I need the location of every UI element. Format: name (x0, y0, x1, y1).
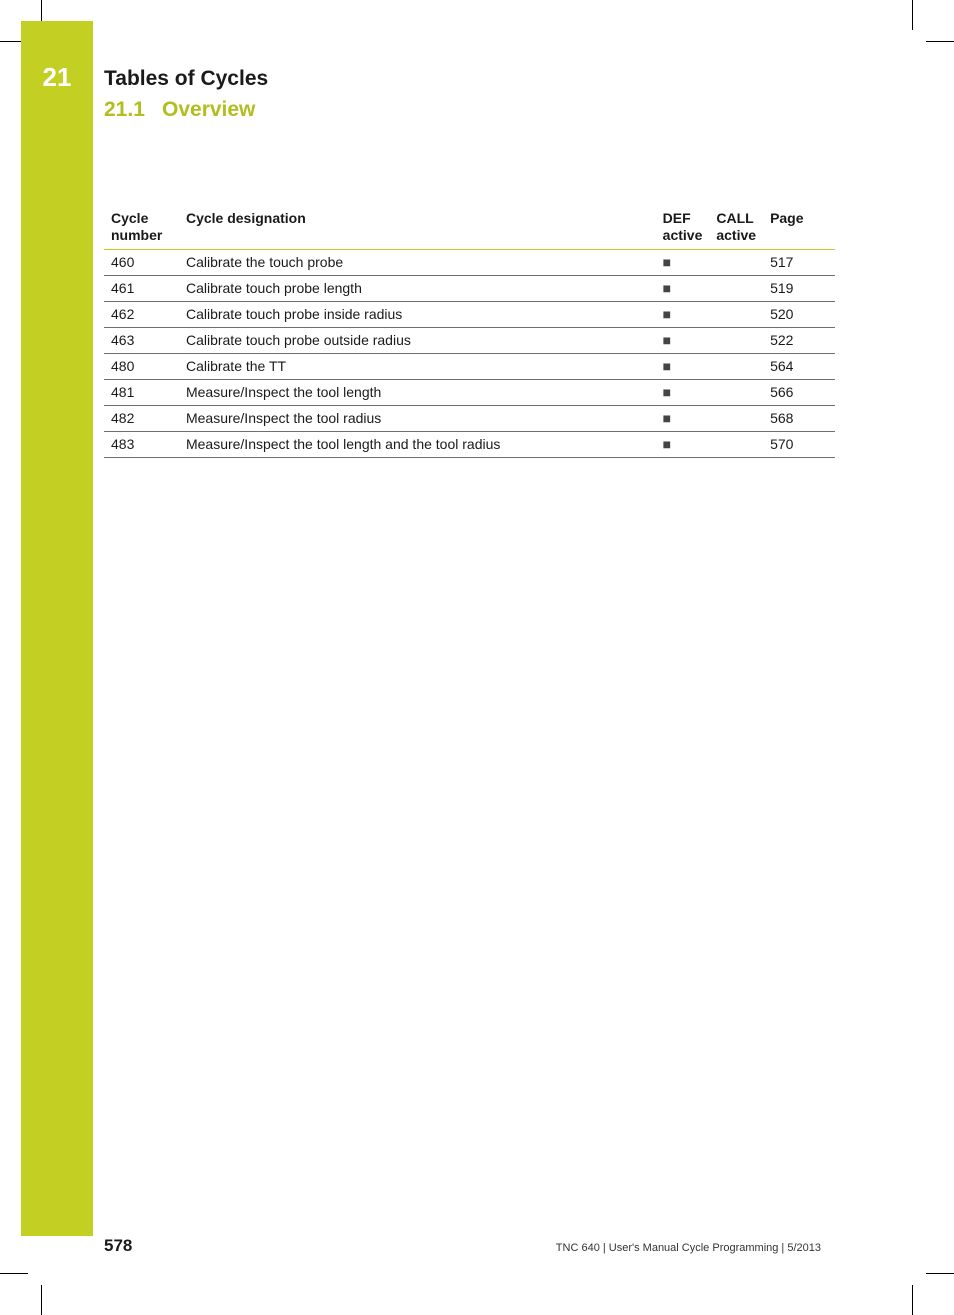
cell-page: 520 (763, 302, 835, 328)
cell-cycle-designation: Measure/Inspect the tool length and the tool radius (179, 432, 656, 458)
cell-call-active (709, 276, 763, 302)
crop-mark (41, 1285, 42, 1315)
cell-cycle-designation: Calibrate touch probe outside radius (179, 328, 656, 354)
section-title: Overview (162, 98, 256, 121)
cell-def-active: ■ (656, 432, 710, 458)
cell-cycle-designation: Calibrate the touch probe (179, 250, 656, 276)
crop-mark (926, 1273, 954, 1274)
cell-cycle-designation: Calibrate touch probe inside radius (179, 302, 656, 328)
table-row (104, 276, 835, 302)
crop-mark (41, 0, 42, 21)
table-row (104, 250, 835, 276)
cell-cycle-designation: Calibrate the TT (179, 354, 656, 380)
cell-def-active: ■ (656, 302, 710, 328)
cell-cycle-number: 463 (104, 328, 179, 354)
table-row (104, 380, 835, 406)
cell-def-active: ■ (656, 250, 710, 276)
section-number: 21.1 (104, 98, 145, 121)
table-row (104, 406, 835, 432)
cycles-table (104, 205, 835, 458)
cell-cycle-number: 482 (104, 406, 179, 432)
crop-mark (912, 1285, 913, 1315)
header-cycle-number: Cycle number (104, 205, 179, 250)
cell-page: 570 (763, 432, 835, 458)
cell-call-active (709, 380, 763, 406)
cell-call-active (709, 328, 763, 354)
table-row (104, 328, 835, 354)
cell-def-active: ■ (656, 276, 710, 302)
cell-def-active: ■ (656, 406, 710, 432)
cell-page: 568 (763, 406, 835, 432)
table-row (104, 432, 835, 458)
cell-call-active (709, 354, 763, 380)
chapter-sidebar (21, 21, 93, 1236)
header-cycle-designation: Cycle designation (179, 205, 656, 250)
header-page: Page (763, 205, 835, 250)
header-def-active: DEF active (656, 205, 710, 250)
page-number: 578 (104, 1236, 133, 1255)
cell-call-active (709, 250, 763, 276)
cell-def-active: ■ (656, 328, 710, 354)
cell-page: 564 (763, 354, 835, 380)
cell-cycle-number: 480 (104, 354, 179, 380)
cell-page: 517 (763, 250, 835, 276)
cell-cycle-designation: Calibrate touch probe length (179, 276, 656, 302)
cell-def-active: ■ (656, 354, 710, 380)
crop-mark (926, 41, 954, 42)
crop-mark (912, 0, 913, 30)
table-header-row (104, 205, 835, 250)
cell-page: 519 (763, 276, 835, 302)
section-heading (104, 98, 255, 122)
cell-page: 566 (763, 380, 835, 406)
footer-text: TNC 640 | User's Manual Cycle Programming | 5/2013 (555, 1242, 821, 1254)
chapter-title: Tables of Cycles (104, 67, 269, 90)
crop-mark (0, 1273, 28, 1274)
cell-cycle-number: 483 (104, 432, 179, 458)
cell-def-active: ■ (656, 380, 710, 406)
cell-cycle-number: 481 (104, 380, 179, 406)
cell-cycle-number: 462 (104, 302, 179, 328)
cell-page: 522 (763, 328, 835, 354)
crop-mark (0, 41, 21, 42)
cell-cycle-designation: Measure/Inspect the tool length (179, 380, 656, 406)
table-row (104, 302, 835, 328)
cell-call-active (709, 432, 763, 458)
header-call-active: CALL active (709, 205, 763, 250)
table-row (104, 354, 835, 380)
cell-call-active (709, 406, 763, 432)
cell-cycle-number: 461 (104, 276, 179, 302)
cell-cycle-number: 460 (104, 250, 179, 276)
cell-call-active (709, 302, 763, 328)
chapter-number: 21 (42, 62, 72, 92)
cell-cycle-designation: Measure/Inspect the tool radius (179, 406, 656, 432)
